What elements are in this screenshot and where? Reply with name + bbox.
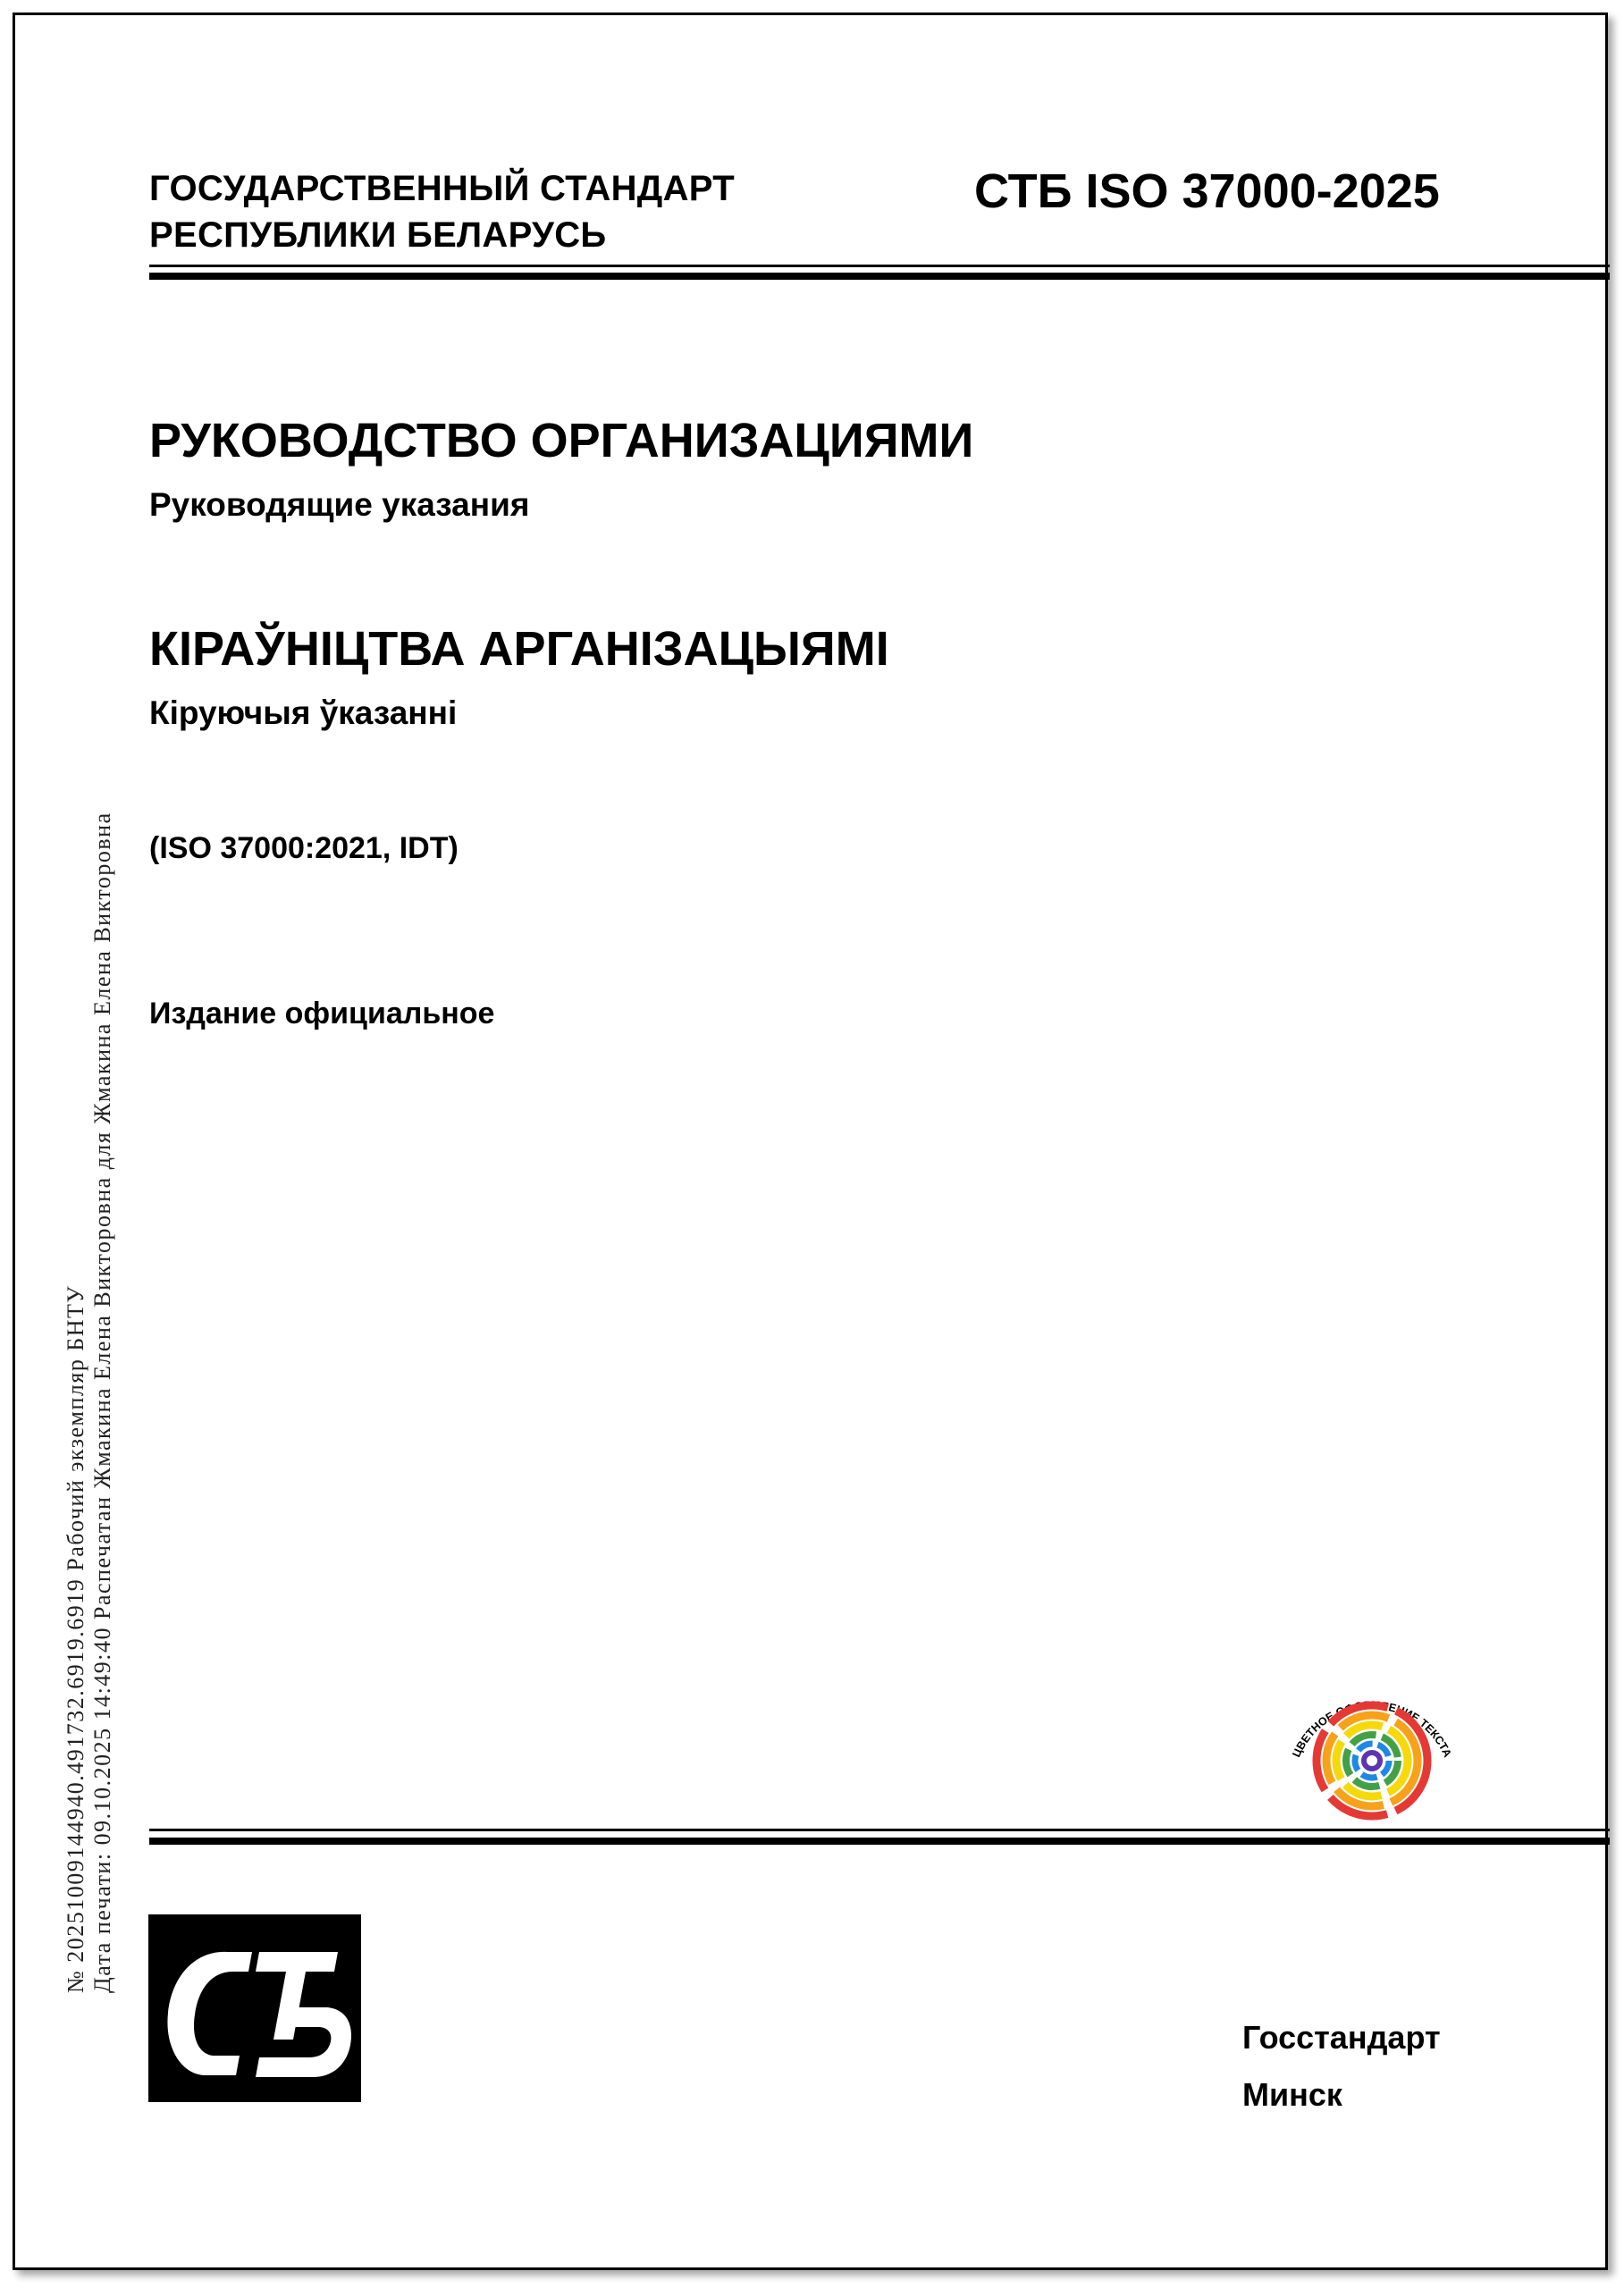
header-rule-thick: [149, 273, 1610, 280]
header-issuer-line2: РЕСПУБЛИКИ БЕЛАРУСЬ: [149, 215, 607, 255]
stb-logo: [148, 1914, 361, 2102]
subtitle-belarusian: Кіруючыя ўказанні: [149, 694, 458, 731]
print-watermark-line1: № 20251009144940.491732.6919.6919 Рабочий экземпляр БНТУ: [63, 1284, 88, 1993]
print-watermark-line2: Дата печати: 09.10.2025 14:49:40 Распечатан Жмакина Елена Викторовна для Жмакина Елена Викторовна: [89, 812, 115, 1993]
footer-rule-thin: [149, 1829, 1610, 1831]
stb-logo-icon: [148, 1914, 361, 2102]
title-belarusian: КІРАЎНІЦТВА АРГАНІЗАЦЫЯМІ: [149, 622, 889, 676]
color-badge-text: ЦВЕТНОЕ ОФОРМЛЕНИЕ ТЕКСТА: [1290, 1698, 1454, 1760]
edition-label: Издание официальное: [149, 997, 495, 1030]
publisher-city: Минск: [1242, 2076, 1342, 2113]
publisher-name: Госстандарт: [1242, 2019, 1441, 2056]
color-rings-icon: [1317, 1705, 1427, 1816]
footer-rule-thick: [149, 1838, 1610, 1845]
subtitle-russian: Руководящие указания: [149, 486, 530, 523]
header-rule-thin: [149, 265, 1610, 267]
iso-reference: (ISO 37000:2021, IDT): [149, 831, 459, 865]
print-watermark: [63, 599, 116, 1993]
standard-designation: СТБ ISO 37000-2025: [974, 164, 1440, 218]
header-issuer: [149, 165, 735, 258]
color-text-badge: [1274, 1671, 1470, 1823]
header-issuer-line1: ГОСУДАРСТВЕННЫЙ СТАНДАРТ: [149, 169, 735, 208]
title-russian: РУКОВОДСТВО ОРГАНИЗАЦИЯМИ: [149, 414, 974, 467]
